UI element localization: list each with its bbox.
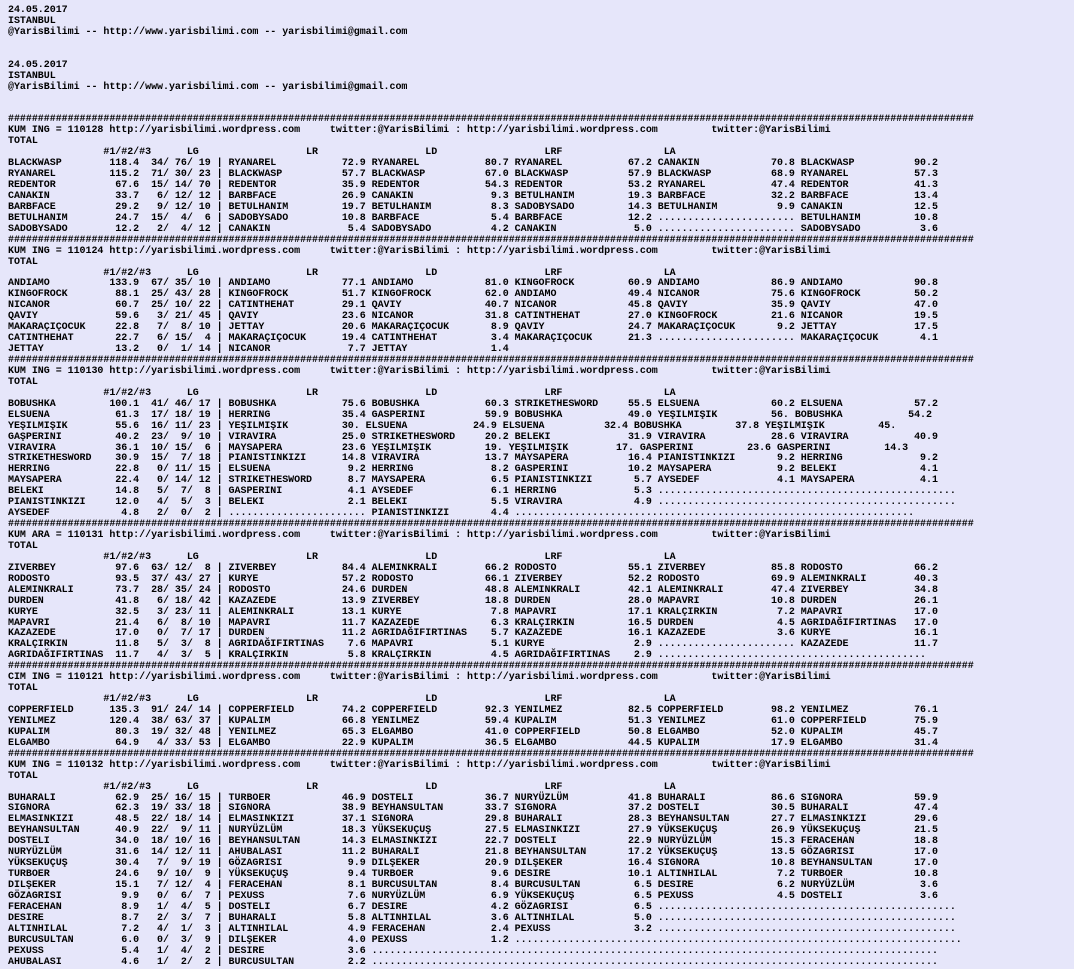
total-header: TOTAL: [8, 256, 38, 268]
blank-line: [8, 50, 1068, 61]
result-row: ALTINHILAL 7.2 4/ 1/ 3 | ALTINHILAL 4.9 FERACEHAN 2.4 PEXUSS 3.2 ..................................................: [8, 923, 956, 935]
result-row: PIANISTINKIZI 12.0 4/ 5/ 3 | BELEKI 2.1 BELEKI 5.5 VIRAVIRA 4.9 ..................................................: [8, 497, 956, 509]
result-row: BOBUSHKA 100.1 41/ 46/ 17 | BOBUSHKA 75.6 BOBUSHKA 60.3 STRIKETHESWORD 55.5 ELSUENA 60.2 ELSUENA 57.2: [8, 398, 938, 410]
result-row: BURCUSULTAN 6.0 0/ 3/ 9 | DILŞEKER 4.0 PEXUSS 1.2 ...........................................................................: [8, 934, 962, 946]
separator-line: ##################################################################################################################################################################: [8, 661, 974, 673]
result-row: ZIVERBEY 97.6 63/ 12/ 8 | ZIVERBEY 84.4 ALEMINKRALI 66.2 RODOSTO 55.1 ZIVERBEY 85.8 RODOSTO 66.2: [8, 562, 938, 574]
blank-line: [8, 39, 1068, 50]
result-row: CANAKIN 33.7 6/ 12/ 12 | BARBFACE 26.9 CANAKIN 9.3 BETULHANIM 19.3 BARBFACE 32.2 BARBFACE 13.4: [8, 190, 938, 202]
column-header: #1/#2/#3 LG LR LD LRF LA: [8, 781, 676, 793]
result-row: REDENTOR 67.6 15/ 14/ 70 | REDENTOR 35.9 REDENTOR 54.3 REDENTOR 53.2 RYANAREL 47.4 REDENTOR 41.3: [8, 180, 938, 191]
result-row: ANDIAMO 133.9 67/ 35/ 10 | ANDIAMO 77.1 ANDIAMO 81.0 KINGOFROCK 60.9 ANDIAMO 86.9 ANDIAMO 90.8: [8, 278, 938, 290]
result-row: GÖZAGRISI 9.9 0/ 6/ 7 | PEXUSS 7.6 NURYÜZLÜM 6.9 YÜKSEKUÇUŞ 6.5 PEXUSS 4.5 DOSTELI 3.6: [8, 890, 938, 902]
result-row: BUHARALI 62.9 25/ 16/ 15 | TURBOER 46.9 DOSTELI 36.7 NURYÜZLÜM 41.8 BUHARALI 86.6 SIGNORA 59.9: [8, 792, 938, 804]
result-row: BELEKI 14.8 5/ 7/ 8 | GASPERINI 4.1 AYSEDEF 6.1 HERRING 5.3 ..................................................: [8, 486, 956, 498]
result-row: DESIRE 8.7 2/ 3/ 7 | BUHARALI 5.8 ALTINHILAL 3.6 ALTINHILAL 5.0 ..................................................: [8, 912, 956, 924]
blank-line: [8, 94, 1068, 105]
result-row: NICANOR 60.7 25/ 10/ 22 | CATINTHEHAT 29.1 QAVIY 40.7 NICANOR 45.8 QAVIY 35.9 QAVIY 47.0: [8, 300, 938, 312]
result-row: COPPERFIELD 135.3 91/ 24/ 14 | COPPERFIELD 74.2 COPPERFIELD 92.3 YENILMEZ 82.5 COPPERFIELD 98.2 YENILMEZ 76.1: [8, 705, 938, 716]
result-row: KUPALIM 80.3 19/ 32/ 48 | YENILMEZ 65.3 ELGAMBO 41.0 COPPERFIELD 50.8 ELGAMBO 52.0 KUPALIM 45.7: [8, 726, 938, 738]
total-header: TOTAL: [8, 683, 38, 695]
result-row: GAŞPERINI 40.2 23/ 9/ 10 | VIRAVIRA 25.0 STRIKETHESWORD 20.2 BELEKI 31.9 VIRAVIRA 28.6 VIRAVIRA 40.9: [8, 431, 938, 443]
column-header: #1/#2/#3 LG LR LD LRF LA: [8, 147, 676, 159]
result-row: MAPAVRI 21.4 6/ 8/ 10 | MAPAVRI 11.7 KAZAZEDE 6.3 KRALÇIRKIN 16.5 DURDEN 4.5 AGRIDAĞIFIRTINAS 17.0: [8, 617, 938, 629]
column-header: #1/#2/#3 LG LR LD LRF LA: [8, 387, 676, 399]
contact-line: @YarisBilimi -- http://www.yarisbilimi.com -- yarisbilimi@gmail.com: [8, 81, 408, 93]
result-row: FERACEHAN 8.9 1/ 4/ 5 | DOSTELI 6.7 DESIRE 4.2 GÖZAGRISI 6.5 ..................................................: [8, 901, 956, 913]
result-row: BLACKWASP 118.4 34/ 76/ 19 | RYANAREL 72.9 RYANAREL 80.7 RYANAREL 67.2 CANAKIN 70.8 BLACKWASP 90.2: [8, 158, 938, 170]
result-row: MAYSAPERA 22.4 0/ 14/ 12 | STRIKETHESWORD 8.7 MAYSAPERA 6.5 PIANISTINKIZI 5.7 AYSEDEF 4.1 MAYSAPERA 4.1: [8, 475, 938, 487]
result-row: DURDEN 41.8 6/ 18/ 42 | KAZAZEDE 13.9 ZIVERBEY 18.8 DURDEN 28.0 MAPAVRI 10.8 DURDEN 26.1: [8, 595, 938, 607]
result-row: KRALÇIRKIN 11.8 5/ 3/ 8 | AGRIDAĞIFIRTINAS 7.6 MAPAVRI 5.1 KURYE 2.9 ....................... KAZAZEDE 11.7: [8, 639, 938, 651]
report-date: 24.05.2017: [8, 5, 68, 16]
separator-line: ##################################################################################################################################################################: [8, 234, 974, 246]
result-row: AGRIDAĞIFIRTINAS 11.7 4/ 3/ 5 | KRALÇIRKIN 5.8 KRALÇIRKIN 4.5 AGRIDAĞIFIRTINAS 2.9 .............................................: [8, 650, 926, 662]
result-row: HERRING 22.8 0/ 11/ 15 | ELSUENA 9.2 HERRING 8.2 GASPERINI 10.2 MAYSAPERA 9.2 BELEKI 4.1: [8, 464, 938, 476]
result-row: KURYE 32.5 3/ 23/ 11 | ALEMINKRALI 13.1 KURYE 7.8 MAPAVRI 17.1 KRALÇIRKIN 7.2 MAPAVRI 17.0: [8, 606, 938, 618]
result-row: STRIKETHESWORD 30.9 15/ 7/ 18 | PIANISTINKIZI 14.8 VIRAVIRA 13.7 MAYSAPERA 16.4 PIANISTINKIZI 9.2 HERRING 9.2: [8, 453, 938, 465]
result-row: KAZAZEDE 17.0 0/ 7/ 17 | DURDEN 11.2 AGRIDAĞIFIRTINAS 5.7 KAZAZEDE 16.1 KAZAZEDE 3.6 KURYE 16.1: [8, 628, 938, 640]
report-city: ISTANBUL: [8, 15, 56, 27]
separator-line: ##################################################################################################################################################################: [8, 355, 974, 366]
column-header: #1/#2/#3 LG LR LD LRF LA: [8, 551, 676, 563]
result-row: QAVIY 59.6 3/ 21/ 45 | QAVIY 23.6 NICANOR 31.8 CATINTHEHAT 27.0 KINGOFROCK 21.6 NICANOR 19.5: [8, 311, 938, 323]
result-row: RODOSTO 93.5 37/ 43/ 27 | KURYE 57.2 RODOSTO 66.1 ZIVERBEY 52.2 RODOSTO 69.9 ALEMINKRALI 40.3: [8, 573, 938, 585]
result-row: YÜKSEKUÇUŞ 30.4 7/ 9/ 19 | GÖZAGRISI 9.9 DILŞEKER 20.9 DILŞEKER 16.4 SIGNORA 10.8 BEYHANSULTAN 17.0: [8, 858, 938, 870]
result-row: YENILMEZ 120.4 38/ 63/ 37 | KUPALIM 66.8 YENILMEZ 59.4 KUPALIM 51.3 YENILMEZ 61.0 COPPERFIELD 75.9: [8, 715, 938, 727]
race-title: KUM ING = 110132 http://yarisbilimi.wordpress.com twitter:@YarisBilimi : http://yarisbilimi.wordpress.com twitter:@YarisBilimi: [8, 759, 831, 771]
race-title: KUM ARA = 110131 http://yarisbilimi.wordpress.com twitter:@YarisBilimi : http://yarisbilimi.wordpress.com twitter:@YarisBilimi: [8, 530, 831, 541]
result-row: CATINTHEHAT 22.7 6/ 15/ 4 | MAKARAÇIÇOCUK 19.4 CATINTHEHAT 3.4 MAKARAÇIÇOCUK 21.3 ....................... MAKARAÇIÇOCUK 4.1: [8, 333, 938, 345]
result-row: NURYÜZLÜM 31.6 14/ 12/ 11 | AHUBALASI 11.2 BUHARALI 21.8 BEYHANSULTAN 17.2 YÜKSEKUÇUŞ 13.5 GÖZAGRISI 17.0: [8, 847, 938, 859]
result-row: PEXUSS 5.4 1/ 4/ 2 | DESIRE 3.6 ...............................................................................................: [8, 945, 938, 957]
result-row: AYSEDEF 4.8 2/ 0/ 2 | ....................... PIANISTINKIZI 4.4 ...................................................................: [8, 508, 915, 520]
result-row: SADOBYSADO 12.2 2/ 4/ 12 | CANAKIN 5.4 SADOBYSADO 4.2 CANAKIN 5.0 ....................... SADOBYSADO 3.6: [8, 223, 938, 235]
result-row: JETTAY 13.2 0/ 1/ 14 | NICANOR 7.7 JETTAY 1.4: [8, 344, 509, 356]
result-row: DILŞEKER 15.1 7/ 12/ 4 | FERACEHAN 8.1 BURCUSULTAN 8.4 BURCUSULTAN 6.5 DESIRE 6.2 NURYÜZLÜM 3.6: [8, 880, 938, 891]
total-header: TOTAL: [8, 376, 38, 388]
report-date: 24.05.2017: [8, 59, 68, 71]
result-row: ELMASINKIZI 48.5 22/ 18/ 14 | ELMASINKIZI 37.1 SIGNORA 29.8 BUHARALI 28.3 BEYHANSULTAN 27.7 ELMASINKIZI 29.6: [8, 814, 938, 826]
result-row: RYANAREL 115.2 71/ 30/ 23 | BLACKWASP 57.7 BLACKWASP 67.0 BLACKWASP 57.9 BLACKWASP 68.9 RYANAREL 57.3: [8, 169, 938, 181]
report-city: ISTANBUL: [8, 70, 56, 82]
race-title: KUM ING = 110124 http://yarisbilimi.wordpress.com twitter:@YarisBilimi : http://yarisbilimi.wordpress.com twitter:@YarisBilimi: [8, 245, 831, 257]
separator-line: ##################################################################################################################################################################: [8, 519, 974, 531]
contact-line: @YarisBilimi -- http://www.yarisbilimi.com -- yarisbilimi@gmail.com: [8, 26, 408, 38]
result-row: DOSTELI 34.0 18/ 10/ 16 | BEYHANSULTAN 14.3 ELMASINKIZI 22.7 DOSTELI 22.9 NURYÜZLÜM 15.3 FERACEHAN 18.8: [8, 836, 938, 848]
result-row: ELGAMBO 64.9 4/ 33/ 53 | ELGAMBO 22.9 KUPALIM 36.5 ELGAMBO 44.5 KUPALIM 17.9 ELGAMBO 31.4: [8, 737, 938, 749]
column-header: #1/#2/#3 LG LR LD LRF LA: [8, 267, 676, 279]
race-title: KUM ING = 110128 http://yarisbilimi.wordpress.com twitter:@YarisBilimi : http://yarisbilimi.wordpress.com twitter:@YarisBilimi: [8, 125, 831, 137]
total-header: TOTAL: [8, 136, 38, 148]
result-row: AHUBALASI 4.6 1/ 2/ 2 | BURCUSULTAN 2.2 ...............................................................................................: [8, 956, 938, 968]
separator-line: ##################################################################################################################################################################: [8, 114, 974, 126]
result-row: VIRAVIRA 36.1 10/ 15/ 6 | MAYSAPERA 23.6 YEŞILMIŞIK 19. YEŞILMIŞIK 17. GASPERINI 23.6 GASPERINI 14.3: [8, 442, 909, 454]
result-row: BETULHANIM 24.7 15/ 4/ 6 | SADOBYSADO 10.8 BARBFACE 5.4 BARBFACE 12.2 ....................... BETULHANIM 10.8: [8, 212, 938, 224]
result-row: BEYHANSULTAN 40.9 22/ 9/ 11 | NURYÜZLÜM 18.3 YÜKSEKUÇUŞ 27.5 ELMASINKIZI 27.9 YÜKSEKUÇUŞ 26.9 YÜKSEKUÇUŞ 21.5: [8, 825, 938, 837]
race-title: KUM ING = 110130 http://yarisbilimi.wordpress.com twitter:@YarisBilimi : http://yarisbilimi.wordpress.com twitter:@YarisBilimi: [8, 365, 831, 377]
result-row: ELSUENA 61.3 17/ 18/ 19 | HERRING 35.4 GASPERINI 59.9 BOBUSHKA 49.0 YEŞILMIŞIK 56. BOBUSHKA 54.2: [8, 409, 932, 421]
result-row: ALEMINKRALI 73.7 28/ 35/ 24 | RODOSTO 24.6 DURDEN 48.8 ALEMINKRALI 42.1 ALEMINKRALI 47.4 ZIVERBEY 34.8: [8, 584, 938, 596]
result-row: TURBOER 24.6 9/ 10/ 9 | YÜKSEKUÇUŞ 9.4 TURBOER 9.6 DESIRE 10.1 ALTINHILAL 7.2 TURBOER 10.8: [8, 869, 938, 881]
result-row: KINGOFROCK 88.1 25/ 43/ 28 | KINGOFROCK 51.7 KINGOFROCK 62.0 ANDIAMO 49.4 NICANOR 75.6 KINGOFROCK 50.2: [8, 289, 938, 301]
separator-line: ##################################################################################################################################################################: [8, 748, 974, 760]
result-row: MAKARAÇIÇOCUK 22.8 7/ 8/ 10 | JETTAY 20.6 MAKARAÇIÇOCUK 8.9 QAVIY 24.7 MAKARAÇIÇOCUK 9.2 JETTAY 17.5: [8, 322, 938, 334]
column-header: #1/#2/#3 LG LR LD LRF LA: [8, 694, 676, 706]
total-header: TOTAL: [8, 770, 38, 782]
result-row: SIGNORA 62.3 19/ 33/ 18 | SIGNORA 38.9 BEYHANSULTAN 33.7 SIGNORA 37.2 DOSTELI 30.5 BUHARALI 47.4: [8, 803, 938, 815]
total-header: TOTAL: [8, 540, 38, 552]
race-analysis-document: [8, 6, 1068, 969]
result-row: BARBFACE 29.2 9/ 12/ 10 | BETULHANIM 19.7 BETULHANIM 8.3 SADOBYSADO 14.3 BETULHANIM 9.9 CANAKIN 12.5: [8, 201, 938, 213]
result-row: YEŞILMIŞIK 55.6 16/ 11/ 23 | YEŞILMIŞIK 30. ELSUENA 24.9 ELSUENA 32.4 BOBUSHKA 37.8 YEŞILMIŞIK 45.: [8, 420, 897, 432]
race-title: CIM ING = 110121 http://yarisbilimi.wordpress.com twitter:@YarisBilimi : http://yarisbilimi.wordpress.com twitter:@YarisBilimi: [8, 672, 831, 684]
